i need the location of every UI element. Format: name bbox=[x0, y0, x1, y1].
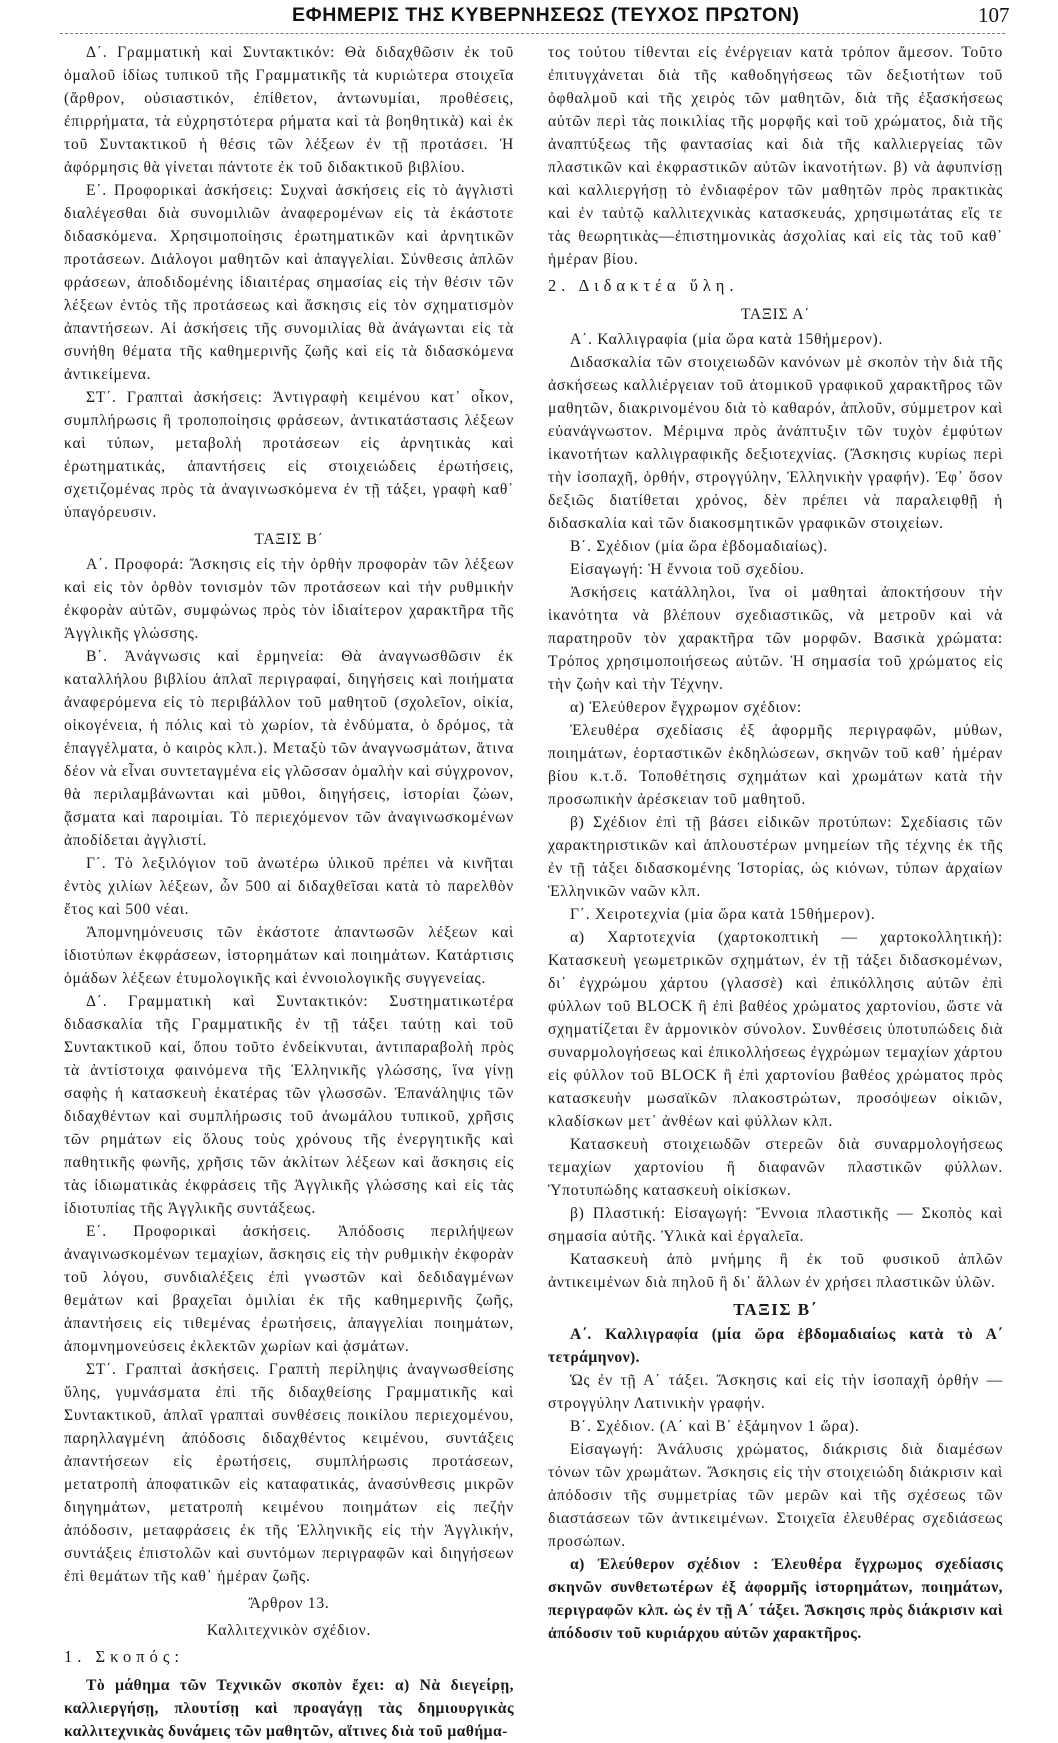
paragraph: Β΄. Σχέδιον. (Α΄ καὶ Β΄ ἑξάμηνον 1 ὥρα). bbox=[570, 1418, 860, 1435]
paragraph: Ὡς ἐν τῇ Α΄ τάξει. Ἄσκησις καὶ εἰς τὴν ἰσοπαχῆ ὀρθὴν —στρογγύλην Λατινικὴν γραφήν. bbox=[548, 1372, 1003, 1412]
paragraph: Εἰσαγωγή: Ἀνάλυσις χρώματος, διάκρισις διὰ διαμέσων τόνων τῶν χρωμάτων. Ἄσκησις εἰς τὴν στοιχειώδη διάκρισιν καὶ ἀπόδοσιν τῆς συμμετρίας τῶν μερῶν καὶ τῆς σχέσεως τῶν διαστάσεων τῶν ἀντικειμένων. Στοιχεῖα ἐλευθέρας σχεδιάσεως προσώπων. bbox=[548, 1441, 1003, 1550]
paragraph: Α΄. Καλλιγραφία (μία ὥρα κατὰ 15θήμερον). bbox=[570, 331, 884, 348]
paragraph: Β΄. Σχέδιον (μία ὥρα ἑβδομαδιαίως). bbox=[570, 538, 829, 555]
paragraph: Εἰσαγωγή: Ἡ ἔννοια τοῦ σχεδίου. bbox=[570, 561, 805, 578]
numbered-heading: 1. Σκοπός: bbox=[64, 1647, 185, 1666]
paragraph: α) Χαρτοτεχνία (χαρτοκοπτικὴ — χαρτοκολλητική): Κατασκευὴ γεωμετρικῶν σχημάτων, ἐν τῇ τάξει διδασκομένων, δι᾿ ἐγχρώμου χάρτου (γλασσὲ) καὶ ἐπικόλλησις αὐτῶν ἐπὶ φύλλων τοῦ BLOCK ἢ ἐπὶ βαθέος χρώματος χαρτονίου, ὥστε νὰ σχηματίζεται ἓν ἁρμονικὸν σύνολον. Συνθέσεις ὑποτυπώδεις διὰ συναρμολογήσεως καὶ ἐπικολλήσεως ἐγχρώμων τεμαχίων χάρτου εἰς φύλλον τοῦ BLOCK ἢ ἐπὶ χαρτονίου βαθέος χρώματος πρὸς κατασκευὴν μωσαϊκῶν πλακοστρώτων, προσόψεων οἰκιῶν, κλαδίσκων μετ᾿ ἀνθέων καὶ φύλλων κλπ. bbox=[548, 929, 1003, 1130]
right-column bbox=[548, 41, 1003, 1645]
paragraph: Ἀσκήσεις κατάλληλοι, ἵνα οἱ μαθηταὶ ἀποκτήσουν τὴν ἱκανότητα νὰ βλέπουν σχεδιαστικῶς, νὰ μετροῦν καὶ νὰ παρατηροῦν τὸν χαρακτῆρα τῶν μορφῶν. Βασικὰ χρώματα: Τρόπος χρησιμοποιήσεως αὐτῶν. Ἡ σημασία τοῦ χρώματος εἰς τὴν ζωὴν καὶ τὴν Τέχνην. bbox=[548, 584, 1003, 693]
section-heading: ΤΑΞΙΣ Β΄ bbox=[733, 1300, 818, 1319]
paragraph: β) Πλαστική: Εἰσαγωγή: Ἔννοια πλαστικῆς — Σκοπὸς καὶ σημασία αὐτῆς. Ὑλικὰ καὶ ἐργαλεῖα. bbox=[548, 1205, 1003, 1245]
paragraph: Ἐλευθέρα σχεδίασις ἐξ ἀφορμῆς περιγραφῶν, μύθων, ποιημάτων, ἑορταστικῶν ἐκδηλώσεων, σκηνῶν τοῦ καθ᾿ ἡμέραν βίου κ.τ.ὅ. Τοποθέτησις σχημάτων καὶ χρωμάτων κατὰ τὴν προσωπικὴν ἀρέσκειαν τοῦ μαθητοῦ. bbox=[548, 722, 1003, 808]
section-heading: Καλλιτεχνικὸν σχέδιον. bbox=[206, 1622, 372, 1639]
header-rule bbox=[60, 33, 1005, 34]
paragraph: Α΄. Προφορά: Ἄσκησις εἰς τὴν ὀρθὴν προφορὰν τῶν λέξεων καὶ εἰς τὸν ὀρθὸν τονισμὸν τῶν προτάσεων καὶ τὴν ρυθμικὴν ἐκφορὰν αὐτῶν, συμφώνως πρὸς τὸν ἰδιαίτερον χαρακτῆρα τῆς Ἀγγλικῆς γλώσσης. bbox=[64, 556, 514, 642]
paragraph: Γ΄. Χειροτεχνία (μία ὥρα κατὰ 15θήμερον). bbox=[570, 906, 876, 923]
paragraph: Α΄. Καλλιγραφία (μία ὥρα ἑβδομαδιαίως κατὰ τὸ Α΄ τετράμηνον). bbox=[548, 1326, 1003, 1366]
paragraph: β) Σχέδιον ἐπὶ τῇ βάσει εἰδικῶν προτύπων: Σχεδίασις τῶν χαρακτηριστικῶν καὶ ἁπλουστέρων μνημείων τῆς τέχνης ἐκ τῆς ἐν τῇ τάξει διδασκομένης Ἱστορίας, ὡς κιόνων, τύπων ἀρχαίων Ἑλληνικῶν ναῶν κλπ. bbox=[548, 814, 1003, 900]
section-heading: ΤΑΞΙΣ Β΄ bbox=[254, 531, 324, 548]
paragraph-continued: τος τούτου τίθενται εἰς ἐνέργειαν κατὰ τρόπον ἄμεσον. Τοῦτο ἐπιτυγχάνεται διὰ τῆς καθοδηγήσεως τῶν δεξιοτήτων τοῦ ὀφθαλμοῦ καὶ τῆς χειρὸς τῶν μαθητῶν, διὰ τῆς ἐξασκήσεως αὐτῶν περὶ τὰς ποικιλίας τῆς μορφῆς καὶ τοῦ χρώματος, διὰ τῆς ἀναπτύξεως τῆς φαντασίας καὶ διὰ τῆς καλλιεργείας τῶν πλαστικῶν καὶ ἐκφραστικῶν αὐτῶν ἱκανοτήτων. β) νὰ ἀφυπνίσῃ καὶ καλλιεργήσῃ τὸ ἐνδιαφέρον τῶν μαθητῶν πρὸς πρακτικὰς καὶ ἐν ταὐτῷ καλλιτεχνικὰς κατασκευάς, χρησιμωτάτας εἴς τε τὰς θεωρητικὰς—ἐπιστημονικὰς ἀσχολίας καὶ εἰς τὰς τοῦ καθ᾿ ἡμέραν βίου. bbox=[548, 44, 1003, 268]
paragraph: Ε΄. Προφορικαὶ ἀσκήσεις: Συχναὶ ἀσκήσεις εἰς τὸ ἀγγλιστὶ διαλέγεσθαι διὰ συνομιλιῶν ἀναφερομένων εἰς τὰ ἑκάστοτε διδασκόμενα. Χρησιμοποίησις ἐρωτηματικῶν καὶ ἀρνητικῶν προτάσεων. Διάλογοι μαθητῶν καὶ ἀπαγγελίαι. Σύνθεσις ἁπλῶν φράσεων, ἀποδιδομένης ἰδιαιτέρας σημασίας εἰς τὴν θέσιν τῶν λέξεων ἐντὸς τῆς προτάσεως καὶ ἄσκησις εἰς τὸν σχηματισμὸν ἀπαντήσεων. Αἱ ἀσκήσεις τῆς συνομιλίας θὰ ἀνάγωνται εἰς τὰ συνήθη θέματα τῆς καθημερινῆς ζωῆς καὶ εἰς τὰ διδασκόμενα ἀντικείμενα. bbox=[64, 182, 514, 383]
paragraph: Δ΄. Γραμματικὴ καὶ Συντακτικόν: Συστηματικωτέρα διδασκαλία τῆς Γραμματικῆς ἐν τῇ τάξει ταύτῃ καὶ τοῦ Συντακτικοῦ καί, ὅπου τοῦτο ἐνδείκνυται, ἀντιπαραβολὴ πρὸς τὰ ἀντίστοιχα φαινόμενα τῆς Ἑλληνικῆς γλώσσης, ἵνα γίνῃ σαφὴς ἡ κατασκευὴ ἑκατέρας τῶν γλωσσῶν. Ἐπανάληψις τῶν διδαχθέντων καὶ συμπλήρωσις τοῦ ἀνωμάλου τυπικοῦ, χρῆσις τῶν ρημάτων εἰς ὅλους τοὺς χρόνους τῆς ἐνεργητικῆς καὶ παθητικῆς φωνῆς, χρῆσις τῶν ἀκλίτων λέξεων καὶ ἄσκησις εἰς τὰς ἰδιωματικὰς ἐκφράσεις τῆς Ἀγγλικῆς γλώσσης καὶ εἰς τὰς ἰδιοτυπίας τῆς Ἀγγλικῆς συντάξεως. bbox=[64, 993, 514, 1217]
paragraph: Τὸ μάθημα τῶν Τεχνικῶν σκοπὸν ἔχει: α) Νὰ διεγείρῃ, καλλιεργήσῃ, πλουτίσῃ καὶ προαγάγῃ τὰς δημιουργικὰς καλλιτεχνικὰς δυνάμεις τῶν μαθητῶν, αἵτινες διὰ τοῦ μαθήμα- bbox=[64, 1677, 514, 1740]
numbered-heading: 2. Διδακτέα ὕλη. bbox=[548, 276, 739, 295]
paragraph: Κατασκευὴ στοιχειωδῶν στερεῶν διὰ συναρμολογήσεως τεμαχίων χαρτονίου ἢ διαφανῶν πλαστικῶν φύλλων. Ὑποτυπώδης κατασκευὴ οἰκίσκων. bbox=[548, 1136, 1003, 1199]
left-column bbox=[64, 41, 514, 1743]
paragraph: α) Ἐλεύθερον ἔγχρωμον σχέδιον: bbox=[570, 699, 802, 716]
paragraph: Ε΄. Προφορικαὶ ἀσκήσεις. Ἀπόδοσις περιλήψεων ἀναγινωσκομένων τεμαχίων, ἄσκησις εἰς τὴν ρυθμικὴν ἐκφορὰν τοῦ λόγου, συνδιαλέξεις ἐπὶ γνωστῶν καὶ δεδιδαγμένων θεμάτων καὶ βραχεῖαι ὁμιλίαι ἐκ τῆς καθημερινῆς ζωῆς, ἀπαντήσεις εἰς τιθεμένας ἐρωτήσεις, ἀπαγγελίαι ποιημάτων, ἀπομνημονεύσεις ἐκλεκτῶν χωρίων καὶ ᾀσμάτων. bbox=[64, 1223, 514, 1355]
section-heading: Ἄρθρον 13. bbox=[248, 1595, 330, 1612]
paragraph: ΣΤ΄. Γραπταὶ ἀσκήσεις. Γραπτὴ περίληψις ἀναγνωσθείσης ὕλης, γυμνάσματα ἐπὶ τῆς διδαχθείσης Γραμματικῆς καὶ Συντακτικοῦ, ἁπλαῖ γραπταὶ συνθέσεις ποικίλου περιεχομένου, παρηλλαγμένη ἀπόδοσις διδαχθέντος κειμένου, συντάξεις ἀπαντήσεων εἰς ἐρωτήσεις, συμπλήρωσις προτάσεων, μετατροπὴ ἀποφατικῶν εἰς καταφατικάς, ἀνασύνθεσις μικρῶν διηγημάτων, μετατροπὴ κειμένου ποιημάτων εἰς πεζὴν ἀπόδοσιν, μεταφράσεις ἐκ τῆς Ἑλληνικῆς εἰς τὴν Ἀγγλικήν, συντάξεις ἐπιστολῶν καὶ συντόμων περιγραφῶν καὶ διηγήσεων ἐπὶ θεμάτων τῆς καθ᾿ ἡμέραν ζωῆς. bbox=[64, 1361, 514, 1585]
paragraph: Γ΄. Τὸ λεξιλόγιον τοῦ ἀνωτέρω ὑλικοῦ πρέπει νὰ κινῆται ἐντὸς χιλίων λέξεων, ὧν 500 αἱ διδαχθεῖσαι κατὰ τὸ παρελθὸν ἔτος καὶ 500 νέαι. bbox=[64, 855, 514, 918]
section-heading: ΤΑΞΙΣ Α΄ bbox=[740, 306, 811, 323]
paragraph: Δ΄. Γραμματικὴ καὶ Συντακτικόν: Θὰ διδαχθῶσιν ἐκ τοῦ ὁμαλοῦ ἰδίως τυπικοῦ τῆς Γραμματικῆς τὰ κυριώτερα στοιχεῖα (ἄρθρον, οὐσιαστικόν, ἐπίθετον, ἀντωνυμίαι, προθέσεις, ἐπιρρήματα, τὰ εὐχρηστότερα ρήματα καὶ τὰ βοηθητικὰ) καὶ ἐκ τοῦ Συντακτικοῦ ἡ θέσις τῶν λέξεων ἐν τῇ προτάσει. Ἡ ἀφόρμησις θὰ γίνεται πάντοτε ἐκ τοῦ διδακτικοῦ βιβλίου. bbox=[64, 44, 514, 176]
paragraph: Διδασκαλία τῶν στοιχειωδῶν κανόνων μὲ σκοπὸν τὴν διὰ τῆς ἀσκήσεως καλλιέργειαν τοῦ ἀτομικοῦ γραφικοῦ χαρακτῆρος τῶν μαθητῶν, διακρινομένου διὰ τὸ καθαρόν, ἁπλοῦν, σύμμετρον καὶ εὐανάγνωστον. Μέριμνα πρὸς ἀνάπτυξιν τῶν τυχὸν ἐμφύτων ἱκανοτήτων καλλιγραφικῆς δεξιοτεχνίας. (Ἄσκησις κυρίως περὶ τὴν ἰσοπαχῆ, ὀρθήν, στρογγύλην, Ἑλληνικὴν γραφήν). Ἐφ᾿ ὅσον δεξιῶς διατίθεται χρόνος, δὲν πρέπει νὰ παραλειφθῇ ἡ διδασκαλία καὶ τῶν διακοσμητικῶν γραφικῶν στοιχείων. bbox=[548, 354, 1003, 532]
gazette-title: ΕΦΗΜΕΡΙΣ ΤΗΣ ΚΥΒΕΡΝΗΣΕΩΣ (ΤΕΥΧΟΣ ΠΡΩΤΟΝ) bbox=[292, 4, 800, 26]
paragraph: α) Ἐλεύθερον σχέδιον : Ἐλευθέρα ἔγχρωμος σχεδίασις σκηνῶν συνθετωτέρων ἐξ ἀφορμῆς ἱστορημάτων, ποιημάτων, περιγραφῶν κλπ. ὡς ἐν τῇ Α΄ τάξει. Ἄσκησις πρὸς διάκρισιν καὶ ἀπόδοσιν τοῦ κυριάρχου αὐτῶν χαρακτῆρος. bbox=[548, 1556, 1003, 1642]
paragraph: Β΄. Ἀνάγνωσις καὶ ἑρμηνεία: Θὰ ἀναγνωσθῶσιν ἐκ καταλλήλου βιβλίου ἁπλαῖ περιγραφαί, διηγήσεις καὶ ποιήματα ἀναφερόμενα εἰς τὸ περιβάλλον τοῦ μαθητοῦ (σχολεῖον, οἰκία, οἰκογένεια, ἡ πόλις καὶ τὸ χωρίον, τὰ ἐνδύματα, ὁ δρόμος, τὰ ἐπαγγέλματα, ὁ καιρὸς κλπ.). Μεταξὺ τῶν ἀναγνωσμάτων, ἅτινα δέον νὰ εἶναι συντεταγμένα εἰς γλῶσσαν ὁμαλὴν καὶ σύγχρονον, θὰ περιλαμβάνωνται καὶ μῦθοι, διηγήσεις, ἱστορίαι ζώων, ᾄσματα καὶ παροιμίαι. Τὸ περιεχόμενον τῶν ἀναγινωσκομένων ἀποδίδεται ἀγγλιστί. bbox=[64, 648, 514, 849]
paragraph: ΣΤ΄. Γραπταὶ ἀσκήσεις: Ἀντιγραφὴ κειμένου κατ᾿ οἶκον, συμπλήρωσις ἢ τροποποίησις φράσεων, ἀντικατάστασις λέξεων καὶ τύπων, μεταβολὴ προτάσεων εἰς ἀρνητικὰς καὶ ἐρωτηματικάς, ἀπαντήσεις εἰς στοιχειώδεις ἐρωτήσεις, σχετιζομένας πρὸς τὰ ἀναγινωσκόμενα ἐν τῇ τάξει, γραφὴ καθ᾿ ὑπαγόρευσιν. bbox=[64, 389, 514, 521]
paragraph: Ἀπομνημόνευσις τῶν ἑκάστοτε ἀπαντωσῶν λέξεων καὶ ἰδιοτύπων ἐκφράσεων, ἱστορημάτων καὶ ποιημάτων. Κατάρτισις ὁμάδων λέξεων ἐτυμολογικῆς καὶ ἐννοιολογικῆς συγγενείας. bbox=[64, 924, 514, 987]
page-number: 107 bbox=[978, 3, 1010, 27]
paragraph: Κατασκευὴ ἀπὸ μνήμης ἢ ἐκ τοῦ φυσικοῦ ἁπλῶν ἀντικειμένων διὰ πηλοῦ ἢ δι᾿ ἄλλων ἐν χρήσει πλαστικῶν ὑλῶν. bbox=[548, 1251, 1003, 1291]
page-header bbox=[0, 2, 1058, 32]
